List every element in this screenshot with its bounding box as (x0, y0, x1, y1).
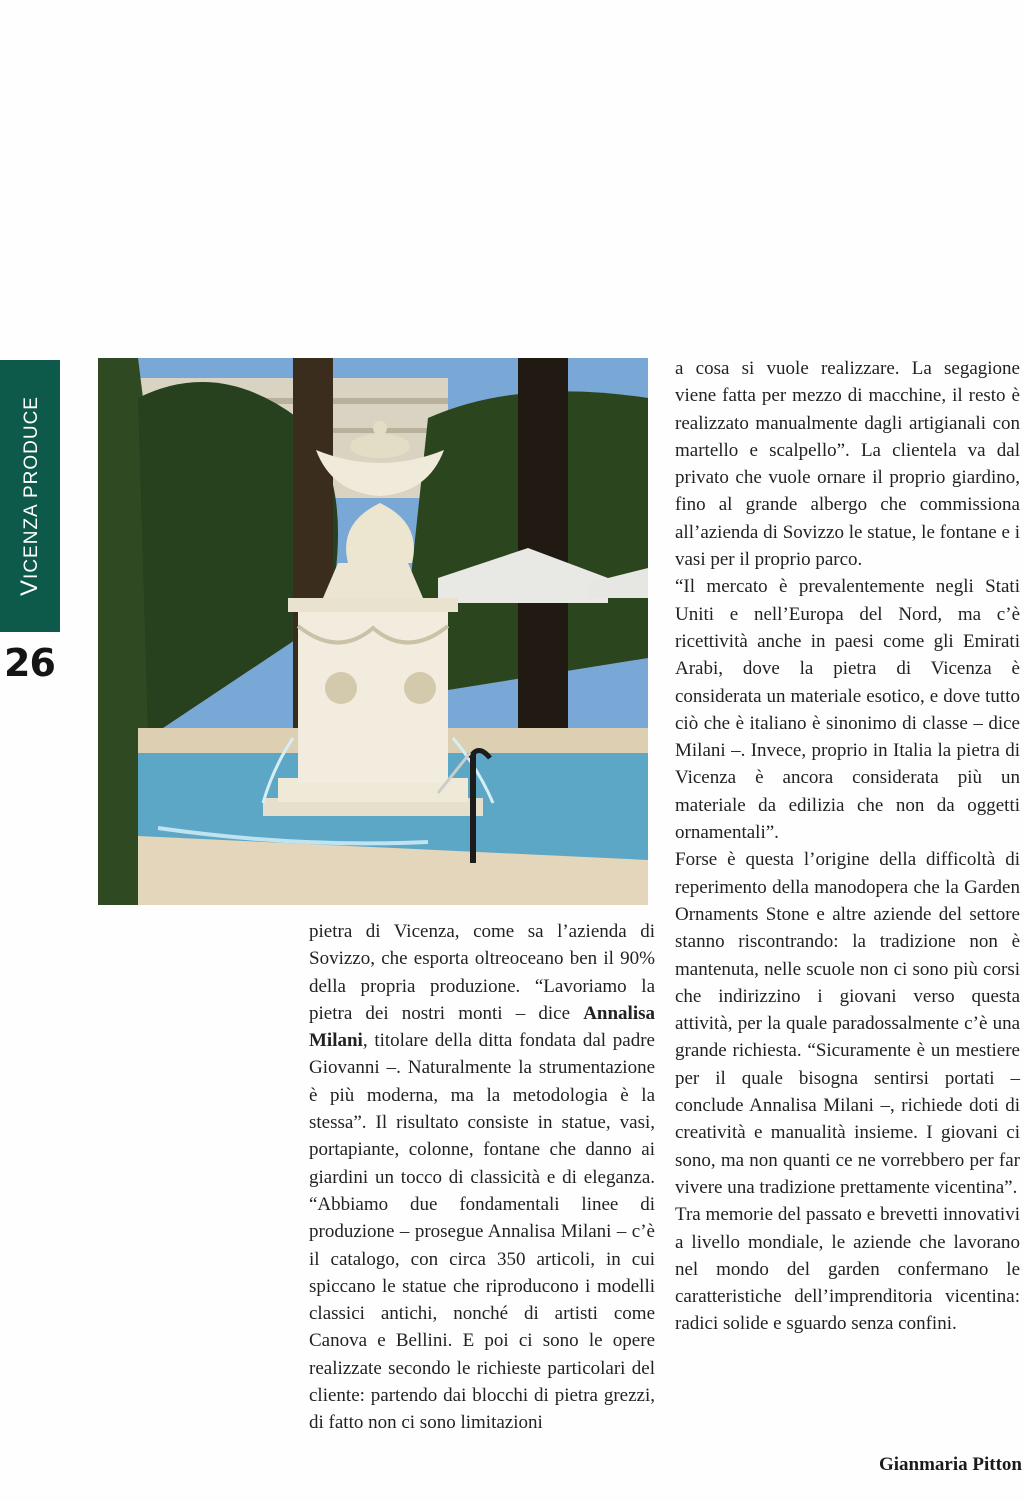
fountain-photo-icon (98, 358, 648, 905)
pedestal-mask (325, 672, 357, 704)
article-column-right (675, 355, 1020, 1338)
pool-railing (470, 753, 476, 863)
paragraph: Forse è questa l’origine della difficoltà di reperimento della manodopera che la Garden Ornaments Stone e altre aziende del settore stanno riscontrando: la tradizione non è mantenuta, nelle scuole non ci sono più corsi che indirizzino i giovani verso questa attività, per la quale paradossalmente c’è una grande richiesta. “Sicuramente è un mestiere per il quale bisogna sentirsi portati – conclude Annalisa Milani –, richiede doti di creatività e manualità insieme. I giovani ci sono, ma non quanti ce ne vorrebbero per far vivere una tradizione prettamente vicentina”. (675, 849, 1020, 1198)
cypress-right (518, 358, 568, 738)
pedestal-mask (404, 672, 436, 704)
paragraph: Tra memorie del passato e brevetti innovativi a livello mondiale, le aziende che lavorano nel mondo del garden confermano le caratteristiche dell’imprenditoria vicentina: radici solide e sguardo senza confini. (675, 1204, 1020, 1335)
article-column-middle (309, 918, 655, 1437)
pedestal-steps (323, 563, 423, 598)
paragraph-text: pietra di Vicenza, come sa l’azienda di Sovizzo, che esporta oltreoceano ben il 90% della propria produzione. “Lavoriamo la pietra dei nostri monti – dice (309, 921, 655, 1024)
paragraph-text: , titolare della ditta fondata dal padre Giovanni –. Naturalmente la strumentazione è più moderna, ma la metodologia è la stessa”. Il risultato consiste in statue, vasi, portapiante, colonne, fontane che danno ai giardini un tocco di classicità e di eleganza. “Abbiamo due fondamentali linee di produzione – prosegue Annalisa Milani – c’è il catalogo, con circa 350 articoli, in cui spiccano le statue che riproducono i modelli classici antichi, nonché di artisti come Canova e Bellini. E poi ci sono le opere realizzate secondo le richieste particolari del cliente: partendo dai blocchi di pietra grezzi, di fatto non ci sono limitazioni (309, 1030, 655, 1434)
person-name: Annalisa Milani (309, 1002, 655, 1052)
page-number: 26 (4, 641, 55, 685)
pedestal-cornice (288, 598, 458, 612)
fountain-photo (98, 358, 648, 905)
urn-finial (373, 421, 387, 435)
section-tab (0, 360, 60, 632)
paragraph: “Il mercato è prevalentemente negli Stati Uniti e nell’Europa del Nord, ma c’è ricettività anche in paesi come gli Emirati Arabi, dove la pietra di Vicenza è considerata un materiale esotico, e dove tutto ciò che è italiano è sinonimo di classe – dice Milani –. Invece, proprio in Italia la pietra di Vicenza è ancora considerata più un materiale da edilizia che non da oggetti ornamentali”. (675, 576, 1020, 844)
urn-lid (350, 434, 410, 458)
paragraph: a cosa si vuole realizzare. La segagione viene fatta per mezzo di macchine, il resto è realizzato manualmente dagli artigianali con martello e scalpello”. La clientela va dal privato che vuole ornare il proprio giardino, fino al grande albergo che commissiona all’azienda di Sovizzo le statue, le fontane e i vasi per il proprio parco. (675, 358, 1020, 571)
section-label-rest: ICENZA PRODUCE (21, 396, 42, 579)
section-label (16, 396, 44, 596)
section-label-initial: V (16, 578, 43, 596)
author-byline: Gianmaria Pitton (878, 1454, 1022, 1475)
paragraph (309, 918, 655, 1437)
